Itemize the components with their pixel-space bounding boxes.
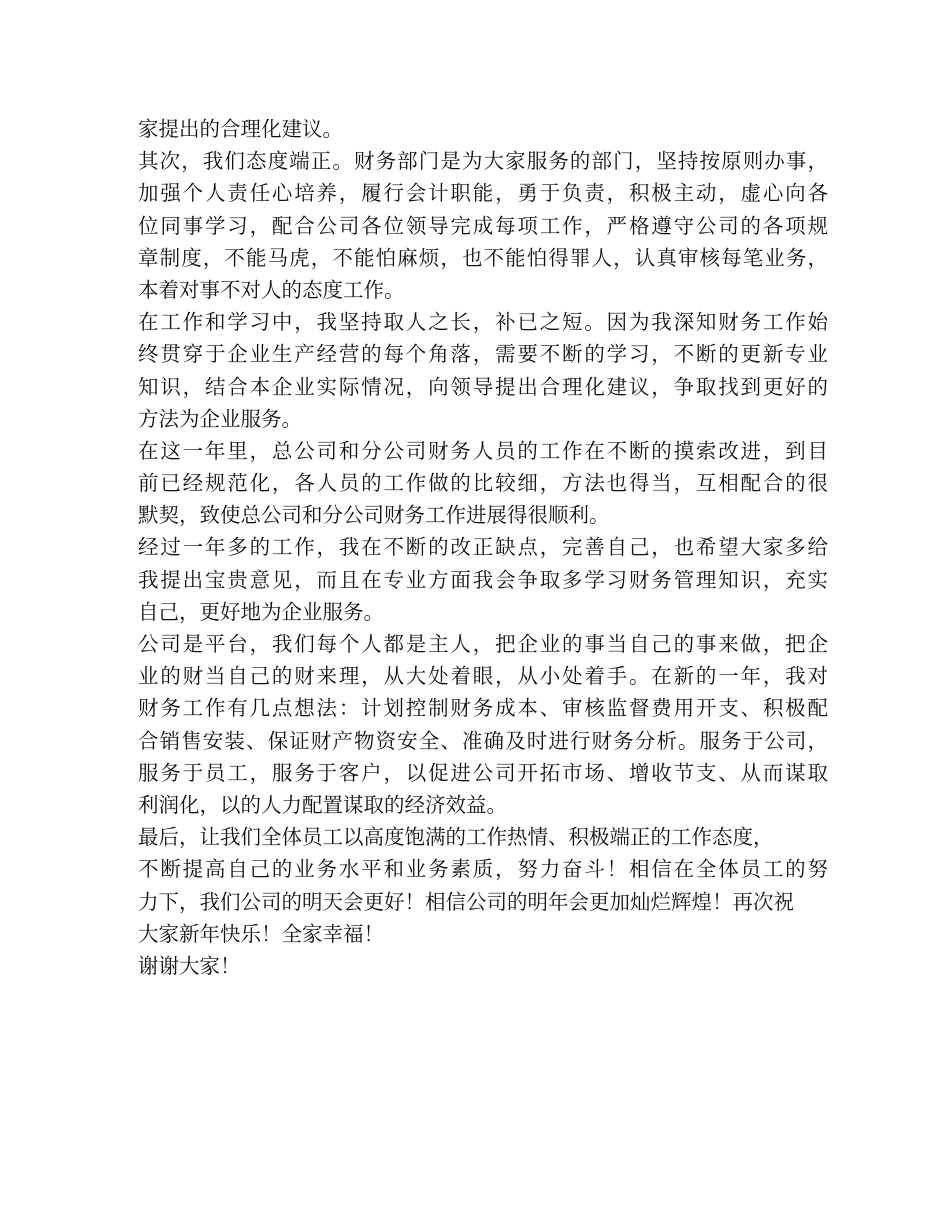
text-line: 在工作和学习中，我坚持取人之长，补已之短。因为我深知财务工作始 — [138, 310, 828, 335]
text-line: 加强个人责任心培养，履行会计职能，勇于负责，积极主动，虚心向各 — [138, 181, 828, 206]
text-line: 服务于员工，服务于客户，以促进公司开拓市场、增收节支、从而谋取 — [138, 760, 828, 785]
text-line: 终贯穿于企业生产经营的每个角落，需要不断的学习，不断的更新专业 — [138, 342, 828, 367]
text-line: 财务工作有几点想法：计划控制财务成本、审核监督费用开支、积极配 — [138, 696, 828, 721]
text-line: 经过一年多的工作，我在不断的改正缺点，完善自己，也希望大家多给 — [138, 535, 828, 560]
text-line: 知识，结合本企业实际情况，向领导提出合理化建议，争取找到更好的 — [138, 374, 828, 399]
text-line: 利润化，以的人力配置谋取的经济效益。 — [138, 792, 507, 817]
text-line: 自己，更好地为企业服务。 — [138, 599, 384, 624]
text-line: 其次，我们态度端正。财务部门是为大家服务的部门，坚持按原则办事， — [138, 149, 828, 174]
text-line: 位同事学习，配合公司各位领导完成每项工作，严格遵守公司的各项规 — [138, 213, 828, 238]
text-line: 不断提高自己的业务水平和业务素质，努力奋斗！相信在全体员工的努 — [138, 857, 828, 882]
text-line: 最后，让我们全体员工以高度饱满的工作热情、积极端正的工作态度， — [138, 825, 774, 850]
text-line: 公司是平台，我们每个人都是主人，把企业的事当自己的事来做，把企 — [138, 632, 828, 656]
text-line: 合销售安装、保证财产物资安全、准确及时进行财务分析。服务于公司， — [138, 728, 828, 753]
text-line: 家提出的合理化建议。 — [138, 117, 343, 141]
text-line: 默契，致使总公司和分公司财务工作进展得很顺利。 — [138, 503, 610, 528]
text-line: 方法为企业服务。 — [138, 406, 302, 431]
text-line: 力下，我们公司的明天会更好！相信公司的明年会更加灿烂辉煌！再次祝 — [138, 889, 794, 914]
text-line: 章制度，不能马虎，不能怕麻烦，也不能怕得罪人，认真审核每笔业务， — [138, 245, 828, 270]
text-line: 大家新年快乐！全家幸福！ — [138, 921, 384, 946]
document-body — [138, 113, 828, 982]
text-line: 谢谢大家！ — [138, 953, 241, 978]
text-line: 业的财当自己的财来理，从大处着眼，从小处着手。在新的一年，我对 — [138, 664, 828, 689]
text-line: 我提出宝贵意见，而且在专业方面我会争取多学习财务管理知识，充实 — [138, 567, 828, 592]
text-line: 在这一年里，总公司和分公司财务人员的工作在不断的摸索改进，到目 — [138, 438, 828, 463]
text-line: 本着对事不对人的态度工作。 — [138, 277, 405, 302]
text-line: 前已经规范化，各人员的工作做的比较细，方法也得当，互相配合的很 — [138, 471, 828, 496]
